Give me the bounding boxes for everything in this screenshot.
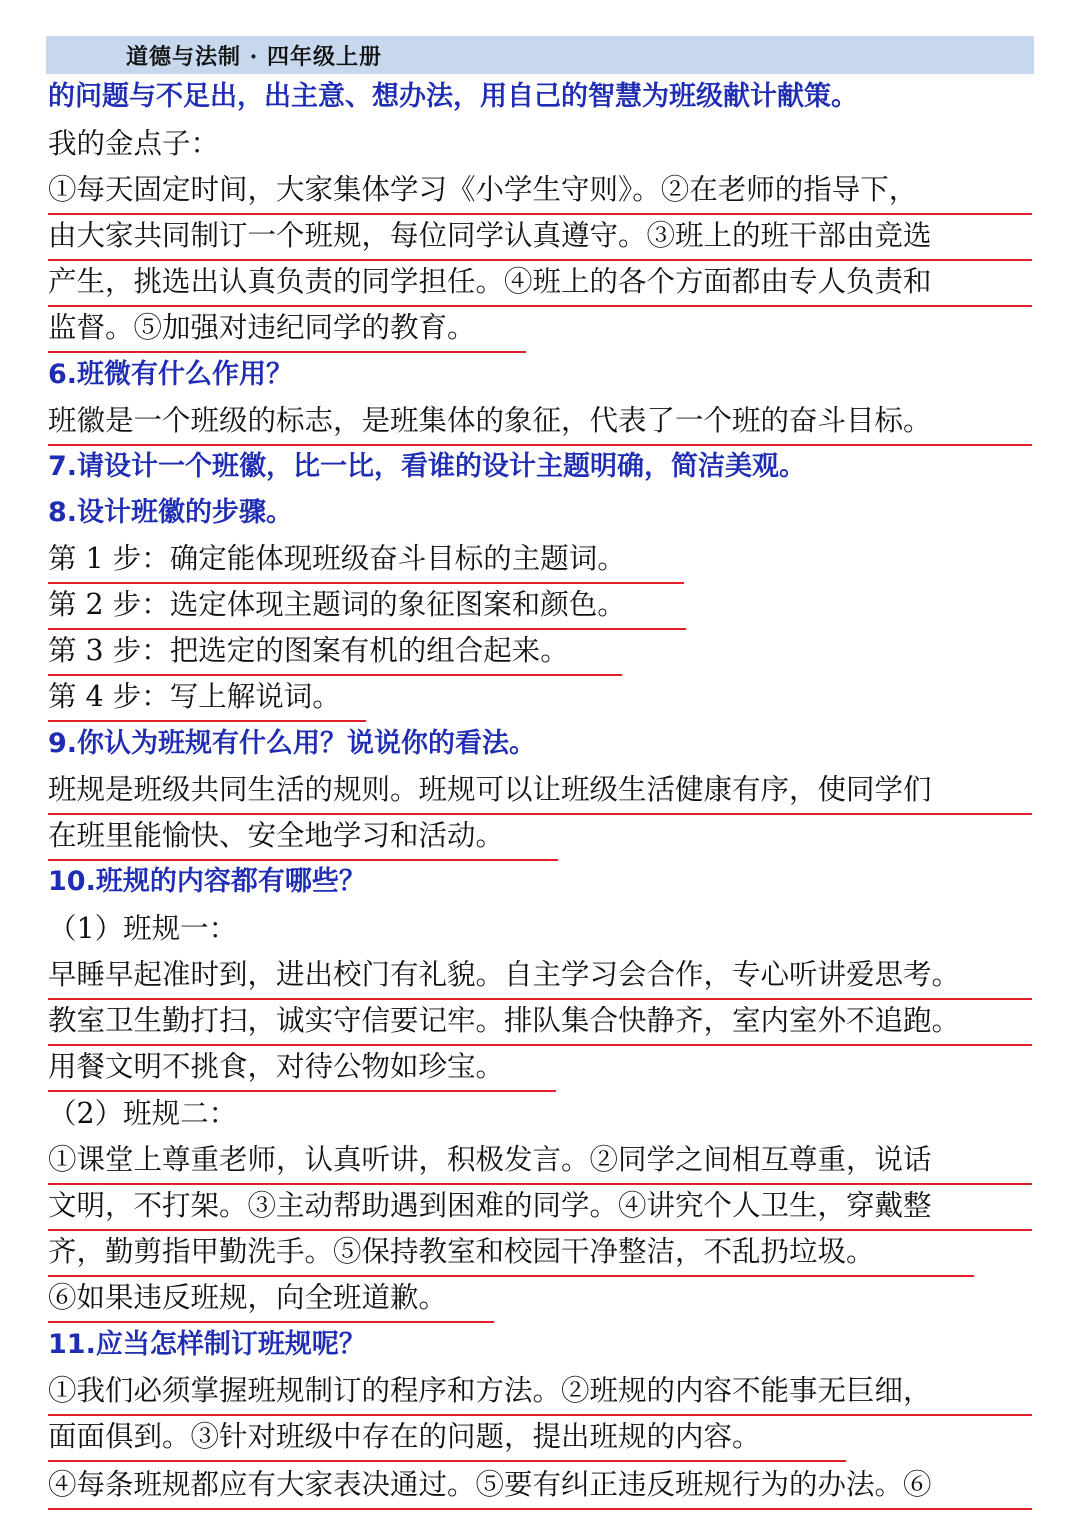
answer-line: ①每天固定时间，大家集体学习《小学生守则》。②在老师的指导下， [48,167,1032,215]
answer-line: 早睡早起准时到，进出校门有礼貌。自主学习会合作，专心听讲爱思考。 [48,952,1032,1000]
step-line: 第 1 步：确定能体现班级奋斗目标的主题词。 [48,536,684,584]
page-header [46,36,1034,74]
answer-line: 教室卫生勤打扫，诚实守信要记牢。排队集合快静齐，室内室外不追跑。 [48,998,1032,1046]
step-line: 第 2 步：选定体现主题词的象征图案和颜色。 [48,582,686,630]
question-heading: 11.应当怎样制订班规呢？ [48,1329,366,1360]
answer-line: ④每条班规都应有大家表决通过。⑤要有纠正违反班规行为的办法。⑥ [48,1462,1032,1510]
answer-line: 由大家共同制订一个班规，每位同学认真遵守。③班上的班干部由竞选 [48,213,1032,261]
answer-line: 班徽是一个班级的标志，是班集体的象征，代表了一个班的奋斗目标。 [48,398,1032,446]
answer-line: 监督。⑤加强对违纪同学的教育。 [48,305,526,353]
step-line: 第 4 步：写上解说词。 [48,674,366,722]
step-line: 第 3 步：把选定的图案有机的组合起来。 [48,628,622,676]
answer-line: 文明，不打架。③主动帮助遇到困难的同学。④讲究个人卫生，穿戴整 [48,1183,1032,1231]
question-heading: 8.设计班徽的步骤。 [48,497,294,528]
subheading-line: （1）班规一： [48,912,238,945]
answer-line: 班规是班级共同生活的规则。班规可以让班级生活健康有序，使同学们 [48,767,1032,815]
answer-line: 面面俱到。③针对班级中存在的问题，提出班规的内容。 [48,1414,846,1462]
answer-line: ①课堂上尊重老师，认真听讲，积极发言。②同学之间相互尊重，说话 [48,1137,1032,1185]
question-heading: 10.班规的内容都有哪些？ [48,866,366,897]
answer-line: 用餐文明不挑食，对待公物如珍宝。 [48,1044,556,1092]
subheading-line: （2）班规二： [48,1097,238,1130]
answer-line: 在班里能愉快、安全地学习和活动。 [48,813,558,861]
question-heading: 6.班微有什么作用？ [48,359,294,390]
text-line: 我的金点子： [48,127,220,160]
answer-line: 产生，挑选出认真负责的同学担任。④班上的各个方面都由专人负责和 [48,259,1032,307]
header-title: 道德与法制 · 四年级上册 [126,44,382,70]
question-heading: 7.请设计一个班徽，比一比，看谁的设计主题明确，简洁美观。 [48,451,807,482]
question-heading: 9.你认为班规有什么用？说说你的看法。 [48,728,537,759]
answer-line: 齐，勤剪指甲勤洗手。⑤保持教室和校园干净整洁，不乱扔垃圾。 [48,1229,974,1277]
answer-line: ⑥如果违反班规，向全班道歉。 [48,1275,494,1323]
answer-line: ①我们必须掌握班规制订的程序和方法。②班规的内容不能事无巨细， [48,1368,1032,1416]
question-line: 的问题与不足出，出主意、想办法，用自己的智慧为班级献计献策。 [48,81,858,112]
